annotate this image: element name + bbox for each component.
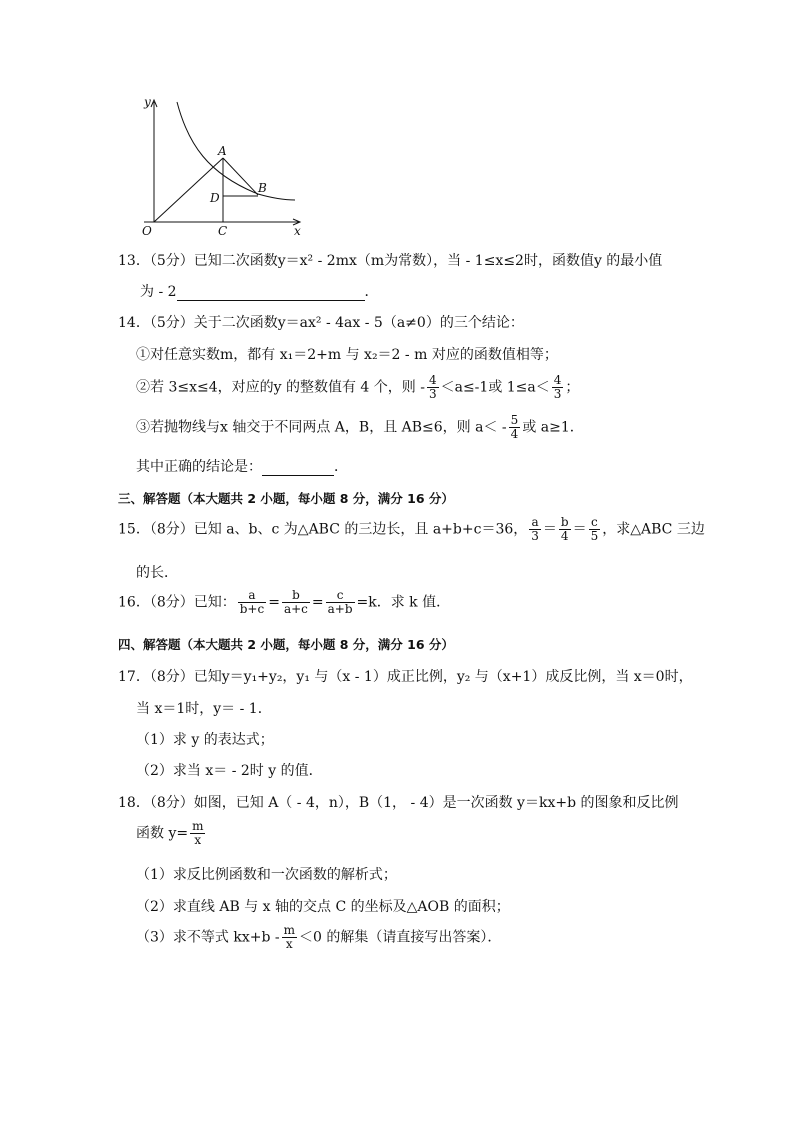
q14-c2-text-b: ＜a≤-1或 1≤a＜ [440,379,550,396]
question-14 [118,312,524,332]
section-4-heading: 四、解答题（本大题共 2 小题，每小题 8 分，满分 16 分） [118,637,454,652]
q15-text-b: ，求△ABC 三边 [602,521,705,538]
q14-c2-fraction-1: $\frac{4}{3}$ [428,373,437,402]
q13-expression: y＝x² - 2mx（m为常数），当 - 1≤x≤2时，函数值y 的最小值 [277,253,663,269]
q16-text-a: 已知： [193,594,236,611]
q15-fraction-b: $\frac{b}{4}$ [560,515,569,544]
q16-number: 16． [118,594,150,611]
question-17 [118,666,693,686]
q18-line2 [136,820,207,847]
q18-part-1: （1）求反比例函数和一次函数的解析式； [136,867,397,883]
q14-c2-text-c: ； [565,379,580,396]
q15-text-a: 已知 a、b、c 为△ABC 的三边长，且 a+b+c＝36， [193,521,528,538]
function-figure [130,92,310,240]
q15-fraction-a: $\frac{a}{3}$ [531,515,539,544]
q18-points: （8分） [149,795,194,811]
q18-part-3 [136,924,501,951]
q17-line2: 当 x＝1时，y＝ - 1． [136,701,272,717]
q14-points: （5分） [149,315,194,331]
q13-points: （5分） [149,253,194,269]
label-y: y [144,95,151,109]
q18-text: 如图，已知 A（ - 4，n），B（1， - 4）是一次函数 y＝kx+b 的图象和反比例 [193,795,679,811]
question-13 [118,250,662,270]
q13-text-a: 已知二次函数 [193,253,278,269]
q16-fraction-a: $\frac{a}{b+c}$ [239,588,265,617]
q15-eq-2: ＝ [572,521,587,538]
label-b: B [258,181,267,195]
label-a: A [218,144,227,158]
q16-points: （8分） [149,594,194,611]
q15-points: （8分） [149,521,194,538]
q13-answer-blank[interactable] [177,286,365,301]
label-x: x [294,224,301,238]
q13-number: 13． [118,253,150,269]
q14-c3-fraction: $\frac{5}{4}$ [510,413,519,442]
q17-number: 17． [118,669,150,685]
q14-c3-text-b: 或 a≥1． [522,419,584,436]
q15-number: 15． [118,521,150,538]
q18-line2-text: 函数 y= [136,825,189,842]
question-15 [118,516,705,543]
q14-conclusion-2 [136,374,579,401]
segment-ab [223,158,258,195]
q14-end: ． [334,459,348,475]
q14-c2-fraction-2: $\frac{4}{3}$ [553,373,562,402]
question-13-line2 [140,281,379,301]
segment-oa [154,158,223,222]
hyperbola-curve [177,102,295,200]
q14-c3-text-a: ③若抛物线与x 轴交于不同两点 A，B，且 AB≤6，则 a＜ - [136,419,507,436]
q16-eq-2: = [311,594,324,611]
q16-eq-1: = [268,594,280,611]
label-c: C [218,224,228,238]
q14-conclusion-3 [136,414,584,441]
q15-line2: 的长． [136,565,178,581]
q18-fraction-m-x: $\frac{m}{x}$ [192,819,204,848]
q18-p3-text-b: ＜0 的解集（请直接写出答案）． [299,929,502,946]
q17-part-1: （1）求 y 的表达式； [136,732,274,748]
q17-text: 已知y＝y₁+y₂，y₁ 与（x - 1）成正比例，y₂ 与（x+1）成反比例，当 x＝0时， [193,669,693,685]
q14-c2-text-a: ②若 3≤x≤4，对应的y 的整数值有 4 个，则 - [136,379,425,396]
q16-fraction-b: $\frac{b}{a+c}$ [283,588,308,617]
q18-p3-text-a: （3）求不等式 kx+b - [136,929,280,946]
q14-number: 14． [118,315,150,331]
q15-eq-1: ＝ [542,521,557,538]
q16-text-b: =k．求 k 值． [356,594,451,611]
q14-answer-blank[interactable] [262,461,334,476]
q18-p3-fraction: $\frac{m}{x}$ [283,923,295,952]
q16-fraction-c: $\frac{c}{a+b}$ [327,588,353,617]
q17-part-2: （2）求当 x＝ - 2时 y 的值． [136,763,323,779]
question-18 [118,792,678,812]
q14-text: 关于二次函数y＝ax² - 4ax - 5（a≠0）的三个结论： [193,315,524,331]
label-o: O [142,224,152,238]
q14-conclusion-1: ①对任意实数m，都有 x₁＝2+m 与 x₂＝2 - m 对应的函数值相等； [136,347,558,363]
q18-part-2: （2）求直线 AB 与 x 轴的交点 C 的坐标及△AOB 的面积； [136,899,510,915]
section-3-heading: 三、解答题（本大题共 2 小题，每小题 8 分，满分 16 分） [118,491,454,506]
q17-points: （8分） [149,669,194,685]
question-16 [118,589,450,616]
q13-end: ． [364,284,379,300]
q14-ask [136,456,348,476]
q15-fraction-c: $\frac{c}{5}$ [590,515,599,544]
q13-line2: 为 - 2 [140,284,177,300]
label-d: D [210,191,220,205]
q18-number: 18． [118,795,150,811]
q14-ask-text: 其中正确的结论是： [136,459,262,475]
